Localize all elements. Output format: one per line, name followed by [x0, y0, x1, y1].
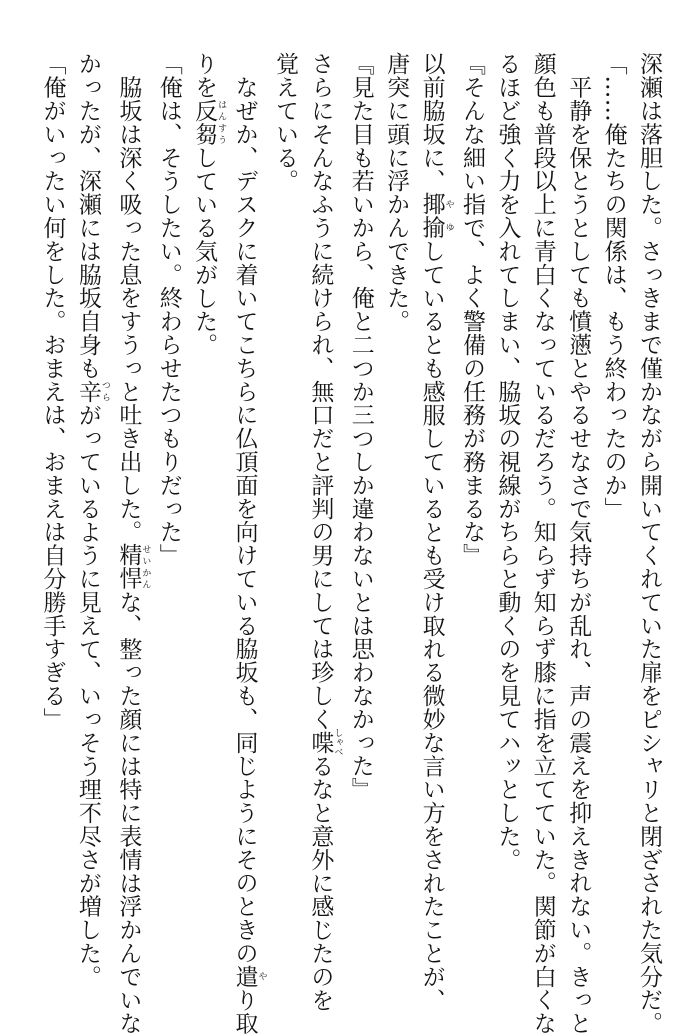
text-line-3: 平静を保とうとしても憤懣とやるせなさで気持ちが乱れ、声の震えを抑えきれない。きっと — [565, 52, 592, 1035]
text-line-11: 覚えている。 — [271, 52, 298, 193]
text-line-9: 『見た目も若いから、俺と二つか三つしか違わないとは思わなかった』 — [347, 52, 374, 801]
text-line-14: 「俺は、そうしたい。終わらせたつもりだった」 — [155, 52, 182, 567]
text-line-5: るほど強く力を入れてしまい、脇坂の視線がちらと動くのを見てハッとした。 — [494, 52, 521, 871]
furigana: 精悍 せいかん — [115, 543, 151, 591]
furigana: 辛 つら — [74, 379, 110, 404]
furigana: 遣 や — [231, 964, 267, 989]
text-line-2: 「……俺たちの関係は、もう終わったのか」 — [600, 52, 627, 520]
text-line-1: 深瀬は落胆した。さっきまで僅かながら開いてくれていた扉をピシャリと閉ざされた気分だ。 — [636, 52, 662, 1035]
text-line-6: 『そんな細い指で、よく警備の任務が務まるな』 — [458, 52, 485, 567]
text-line-16: かったが、深瀬には脇坂自身も辛 つらがっているように見えて、いっそう理不尽さが増した。 — [74, 52, 110, 989]
text-line-15: 脇坂は深く吸った息をすうっと吐き出した。精悍 せいかんな、整った顔には特に表情は浮かんでいな — [115, 52, 151, 1035]
text-line-13: りを反芻 はんすうしている気がした。 — [191, 52, 227, 357]
text-line-12: なぜか、デスクに着いてこちらに仏頂面を向けている脇坂も、同じようにそのときの遣 やり取 — [231, 52, 267, 1035]
text-line-17: 「俺がいったい何をした。おまえは、おまえは自分勝手すぎる」 — [39, 52, 66, 731]
furigana: 揶揄 やゆ — [418, 192, 454, 240]
text-line-8: 唐突に頭に浮かんできた。 — [383, 52, 410, 333]
text-line-10: さらにそんなふうに続けられ、無口だと評判の男にしては珍しく喋 しゃべるなと意外に感じたのを — [307, 52, 343, 1012]
text-line-4: 顔色も普段以上に青白くなっているだろう。知らず知らず膝に指を立てていた。関節が白くな — [529, 52, 556, 1035]
vertical-text-body — [26, 52, 666, 1035]
furigana: 反芻 はんすう — [191, 98, 227, 146]
furigana: 喋 しゃべ — [307, 728, 343, 757]
text-line-7: 以前脇坂に、揶揄 やゆしているとも感服しているとも受け取れる微妙な言い方をされたことが、 — [418, 52, 454, 1012]
